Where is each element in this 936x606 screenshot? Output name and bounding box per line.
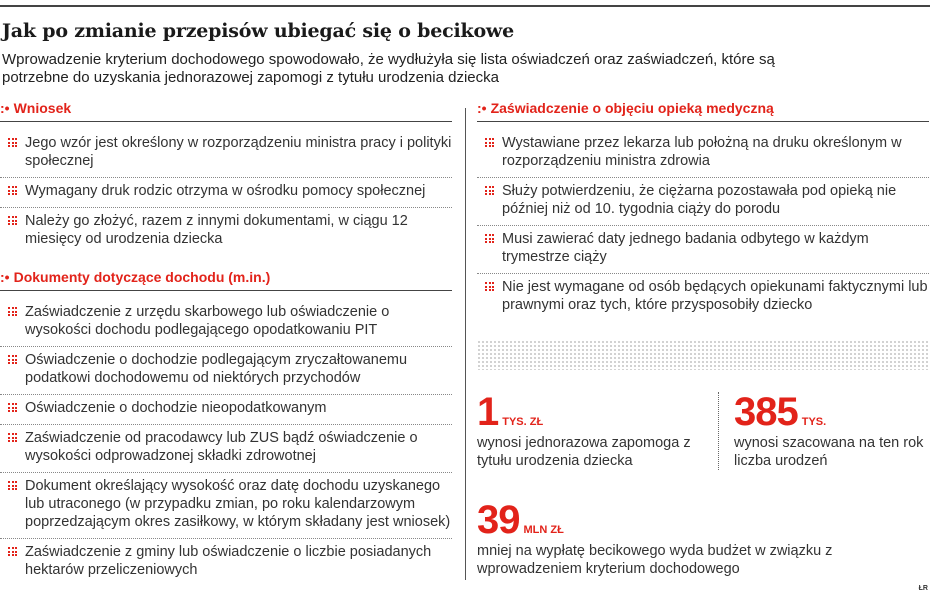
section-marker-icon: :•: [0, 269, 10, 285]
bullet-icon: [485, 282, 494, 291]
list-item-text: Zaświadczenie z gminy lub oświadczenie o liczbie posiadanych hektarów przeliczeniowych: [25, 544, 432, 578]
section-heading-zaswiadczenie: [477, 100, 929, 122]
author-credit: ŁR: [918, 585, 928, 592]
list-dokumenty: [0, 299, 452, 586]
list-item: [0, 178, 452, 208]
stat-unit: TYS.: [801, 416, 827, 428]
stat-number: 1: [477, 390, 499, 434]
list-item: [477, 274, 929, 321]
list-item: [477, 178, 929, 226]
bullet-icon: [8, 216, 17, 225]
section-marker-icon: :•: [0, 100, 10, 116]
list-item: [0, 473, 452, 539]
section-title: Wniosek: [13, 100, 72, 116]
list-item-text: Wymagany druk rodzic otrzyma w ośrodku pomocy społecznej: [25, 183, 426, 199]
stat-description: wynosi jednorazowa zapomoga z tytułu urodzenia dziecka: [477, 435, 691, 469]
stat-budzet: [477, 500, 877, 578]
stat-divider: [718, 392, 719, 470]
left-column: [0, 100, 452, 586]
list-item-text: Należy go złożyć, razem z innymi dokumentami, w ciągu 12 miesięcy od urodzenia dziecka: [25, 213, 408, 247]
list-item-text: Oświadczenie o dochodzie podlegającym zryczałtowanemu podatkowi dochodowemu od niektórych przychodów: [25, 352, 408, 386]
section-title: Dokumenty dotyczące dochodu (m.in.): [13, 269, 271, 285]
intro-text: Wprowadzenie kryterium dochodowego spowodowało, że wydłużyła się lista oświadczeń oraz zaświadczeń, które są potrzebne do uzyskania jednorazowej zapomogi z tytułu urodzenia dziecka: [2, 51, 775, 86]
page-title: Jak po zmianie przepisów ubiegać się o becikowe: [2, 20, 514, 42]
bullet-icon: [8, 433, 17, 442]
list-item-text: Jego wzór jest określony w rozporządzeniu ministra pracy i polityki społecznej: [25, 135, 452, 169]
list-item: [0, 299, 452, 347]
list-item: [0, 347, 452, 395]
right-column: [477, 100, 929, 321]
top-rule: [0, 5, 930, 7]
bullet-icon: [485, 186, 494, 195]
stat-urodzenia: [734, 392, 929, 470]
bullet-icon: [8, 138, 17, 147]
bullet-icon: [485, 234, 494, 243]
list-item-text: Nie jest wymagane od osób będących opiekunami faktycznymi lub prawnymi oraz tych, które przysposobiły dziecko: [502, 279, 928, 313]
list-item: [0, 130, 452, 178]
stat-number: 39: [477, 498, 520, 542]
bullet-icon: [8, 547, 17, 556]
list-wniosek: [0, 130, 452, 255]
list-item-text: Zaświadczenie z urzędu skarbowego lub oświadczenie o wysokości dochodu podlegającego opodatkowaniu PIT: [25, 304, 390, 338]
list-item-text: Zaświadczenie od pracodawcy lub ZUS bądź oświadczenie o wysokości odprowadzonej składki zdrowotnej: [25, 430, 418, 464]
list-item-text: Wystawiane przez lekarza lub położną na druku określonym w rozporządzeniu ministra zdrowia: [502, 135, 902, 169]
section-marker-icon: :•: [477, 100, 487, 116]
bullet-icon: [8, 403, 17, 412]
list-item-text: Dokument określający wysokość oraz datę dochodu uzyskanego lub utraconego (w przypadku zmian, po roku kalendarzowym poprzedzającym okres zasiłkowy, w którym składany jest wniosek): [25, 478, 451, 530]
section-heading-dokumenty: [0, 269, 452, 291]
bullet-icon: [485, 138, 494, 147]
list-item-text: Służy potwierdzeniu, że ciężarna pozostawała pod opieką nie później niż od 10. tygodnia ciąży do porodu: [502, 183, 897, 217]
stat-unit: TYS. ZŁ: [502, 416, 544, 428]
list-zaswiadczenie: [477, 130, 929, 321]
stat-zapomoga: [477, 392, 707, 470]
section-title: Zaświadczenie o objęciu opieką medyczną: [490, 100, 774, 116]
list-item: [0, 395, 452, 425]
bullet-icon: [8, 307, 17, 316]
column-divider: [465, 108, 466, 580]
list-item: [477, 130, 929, 178]
list-item-text: Musi zawierać daty jednego badania odbytego w każdym trymestrze ciąży: [502, 231, 869, 265]
list-item: [0, 425, 452, 473]
bullet-icon: [8, 186, 17, 195]
stat-unit: MLN ZŁ: [523, 524, 564, 536]
list-item-text: Oświadczenie o dochodzie nieopodatkowanym: [25, 400, 327, 416]
list-item: [477, 226, 929, 274]
list-item: [0, 539, 452, 586]
section-heading-wniosek: [0, 100, 452, 122]
stat-number: 385: [734, 390, 798, 434]
bullet-icon: [8, 355, 17, 364]
stat-description: mniej na wypłatę becikowego wyda budżet w związku z wprowadzeniem kryterium dochodowego: [477, 543, 833, 577]
list-item: [0, 208, 452, 255]
bullet-icon: [8, 481, 17, 490]
dotted-pattern-band: [477, 340, 929, 370]
stat-description: wynosi szacowana na ten rok liczba urodzeń: [734, 435, 924, 469]
